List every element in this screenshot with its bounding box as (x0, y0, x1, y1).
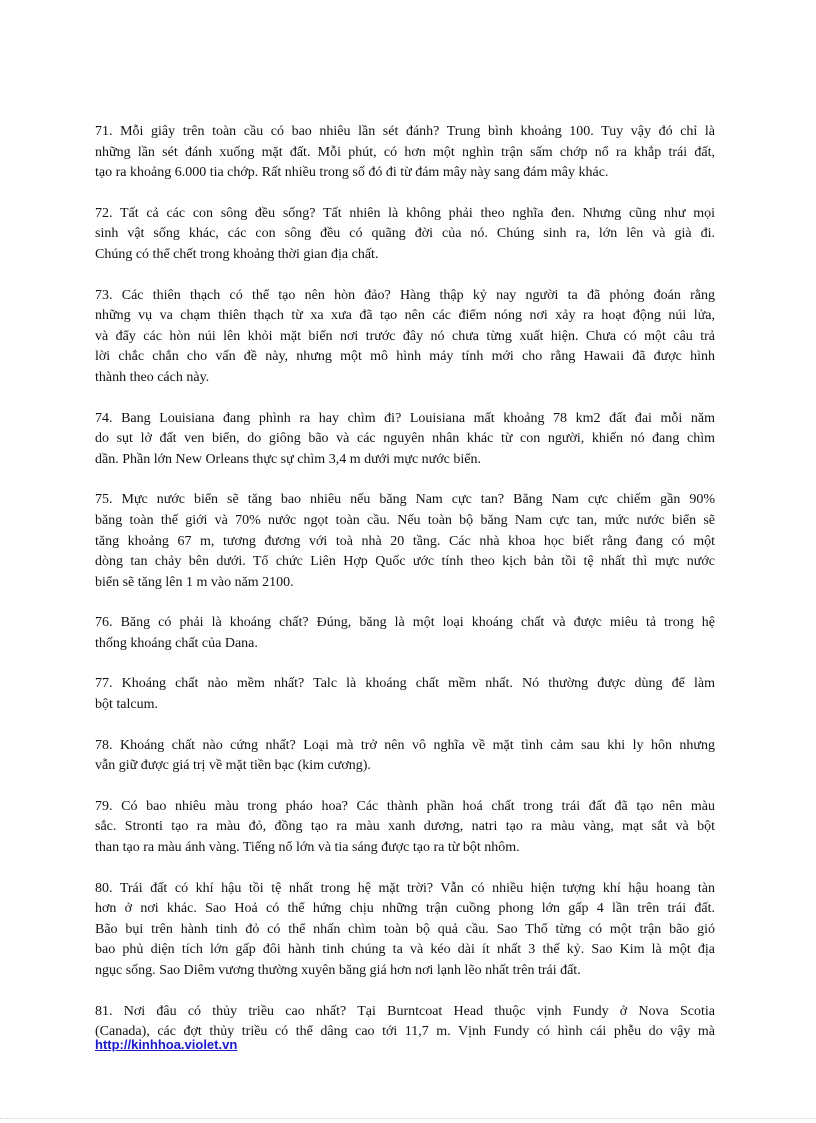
paragraph-line: dần. Phần lớn New Orleans thực sự chìm 3,4 m dưới mực nước biển. (95, 451, 481, 467)
paragraph-line: 71. Mỗi giây trên toàn cầu có bao nhiêu lần sét đánh? Trung bình khoảng 100. Tuy vậy đó chỉ là (95, 124, 715, 139)
paragraph-line: 72. Tất cả các con sông đều sống? Tất nhiên là không phải theo nghĩa đen. Nhưng cũng như mọi (95, 205, 715, 221)
paragraph-line: hơn ở nơi khác. Sao Hoả có thể hứng chịu những trận cuồng phong lớn gấp 4 lần trên trái đất. (95, 901, 715, 917)
paragraph-item-73 (95, 286, 715, 389)
paragraph-line: 80. Trái đất có khí hậu tồi tệ nhất trong hệ mặt trời? Vẫn có nhiều hiện tượng khí hậu hoang tàn (95, 880, 715, 896)
paragraph-line: bột talcum. (95, 697, 158, 713)
paragraph-item-72 (95, 204, 715, 266)
paragraph-line: những vụ va chạm thiên thạch từ xa xưa đã tạo nên các điểm nóng nơi xảy ra hoạt động núi lửa, (95, 308, 715, 324)
paragraph-line: 74. Bang Louisiana đang phình ra hay chìm đi? Louisiana mất khoảng 78 km2 đất đai mỗi năm (95, 410, 715, 426)
page-bottom-divider (0, 1118, 816, 1119)
paragraph-line: 77. Khoáng chất nào mềm nhất? Talc là khoáng chất mềm nhất. Nó thường được dùng để làm (95, 676, 715, 692)
paragraph-line: lời chắc chắn cho vấn đề này, nhưng một mô hình máy tính mới cho rằng Hawaii đã được hình (95, 349, 715, 365)
paragraph-line: dòng tan chảy bên dưới. Tổ chức Liên Hợp Quốc ước tính theo kịch bản tồi tệ nhất thì mực nước (95, 554, 715, 570)
paragraph-item-80 (95, 879, 715, 982)
paragraph-line: 79. Có bao nhiêu màu trong pháo hoa? Các thành phần hoá chất trong trái đất đã tạo nên màu (95, 798, 715, 814)
paragraph-line: thống khoáng chất của Dana. (95, 635, 258, 651)
paragraph-line: Chúng có thể chết trong khoảng thời gian địa chất. (95, 246, 379, 262)
paragraph-item-78 (95, 736, 715, 777)
paragraph-item-76 (95, 613, 715, 654)
paragraph-item-79 (95, 797, 715, 859)
document-body (95, 122, 715, 1063)
paragraph-item-71 (95, 122, 715, 184)
paragraph-line: thành theo cách này. (95, 369, 210, 385)
paragraph-line: 73. Các thiên thạch có thể tạo nên hòn đảo? Hàng thập kỷ nay người ta đã phỏng đoán rằng (95, 287, 715, 303)
paragraph-line: tạo ra khoảng 6.000 tia chớp. Rất nhiều trong số đó đi từ đám mây này sang đám mây khác. (95, 165, 609, 181)
paragraph-line: bao phủ diện tích lớn gấp đôi hành tinh chúng ta và kéo dài ít nhất 3 thế kỷ. Sao Kim là một địa (95, 942, 715, 958)
paragraph-line: than tạo ra màu ánh vàng. Tiếng nổ lớn và tia sáng được tạo ra từ bột nhôm. (95, 840, 520, 856)
paragraph-line: do sụt lở đất ven biển, do giông bão và các nguyên nhân khác từ con người, khiến nó đang chìm (95, 431, 715, 447)
paragraph-line: ngục sống. Sao Diêm vương thường xuyên băng giá hơn nơi lạnh lẽo nhất trên trái đất. (95, 963, 581, 978)
paragraph-line: những lần sét đánh xuống mặt đất. Mỗi phút, có hơn một nghìn trận sấm chớp nổ ra khắp trái đất, (95, 144, 715, 160)
paragraph-item-77 (95, 674, 715, 715)
paragraph-line: biển sẽ tăng lên 1 m vào năm 2100. (95, 574, 294, 590)
paragraph-line: (Canada), các đợt thủy triều có thể dâng cao tới 11,7 m. Vịnh Fundy có hình cái phễu do vậy mà (95, 1024, 715, 1040)
paragraph-item-74 (95, 409, 715, 471)
paragraph-line: sinh vật sống khác, các con sông đều có quãng đời của nó. Chúng sinh ra, lớn lên và già đi. (95, 226, 715, 242)
paragraph-line: 81. Nơi đâu có thủy triều cao nhất? Tại Burntcoat Head thuộc vịnh Fundy ở Nova Scotia (95, 1003, 715, 1019)
paragraph-line: Bão bụi trên hành tinh đỏ có thể nhấn chìm toàn bộ quả cầu. Sao Thổ từng có một trận bão gió (95, 921, 715, 937)
paragraph-line: vẫn giữ được giá trị về mặt tiền bạc (kim cương). (95, 758, 371, 774)
paragraph-line: 76. Băng có phải là khoáng chất? Đúng, băng là một loại khoáng chất và được miêu tả trong hệ (95, 615, 715, 631)
paragraph-line: băng toàn thế giới và 70% nước ngọt toàn cầu. Nếu toàn bộ băng Nam cực tan, mức nước biển sẽ (95, 512, 715, 528)
paragraph-line: và đẩy các hòn núi lên khỏi mặt biển nơi trước đây nó chưa từng xuất hiện. Chưa có một câu trả (95, 328, 715, 344)
paragraph-line: 78. Khoáng chất nào cứng nhất? Loại mà trở nên vô nghĩa về mặt tình cảm sau khi ly hôn nhưng (95, 737, 715, 753)
paragraph-line: sắc. Stronti tạo ra màu đỏ, đồng tạo ra màu xanh dương, natri tạo ra màu vàng, mạt sắt và bột (95, 819, 715, 835)
paragraph-line: 75. Mực nước biển sẽ tăng bao nhiêu nếu băng Nam cực tan? Băng Nam cực chiếm gần 90% (95, 492, 715, 508)
paragraph-line: tăng khoảng 67 m, tương đương với toà nhà 20 tầng. Các nhà khoa học biết rằng đang có một (95, 533, 715, 549)
footer-link[interactable]: http://kinhhoa.violet.vn (95, 1037, 238, 1052)
paragraph-item-75 (95, 490, 715, 593)
